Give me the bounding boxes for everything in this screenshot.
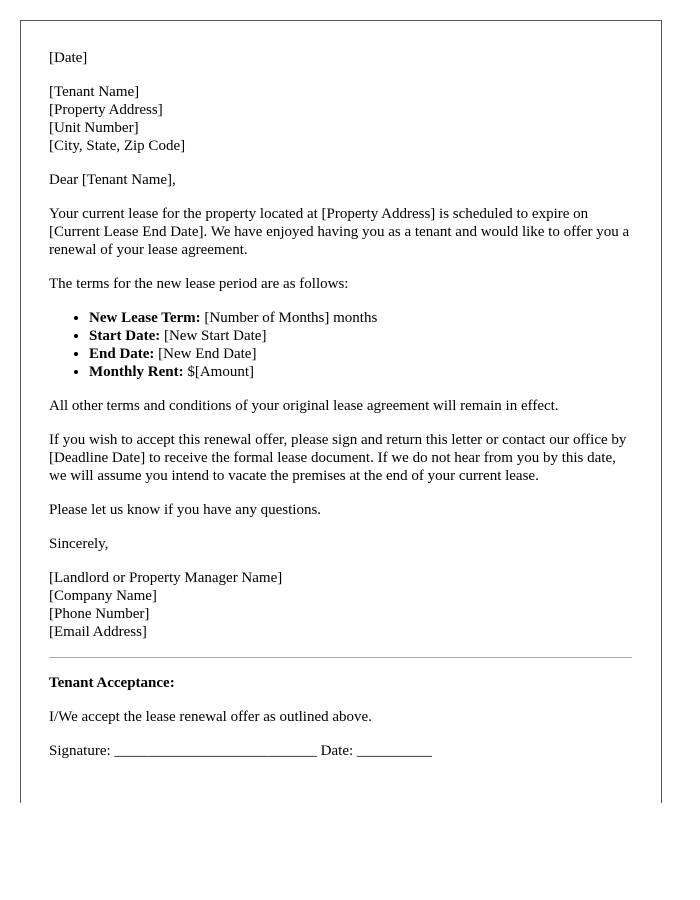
- recipient-property: [Property Address]: [49, 102, 163, 118]
- term-value: $[Amount]: [183, 364, 254, 380]
- terms-intro: The terms for the new lease period are as follows:: [49, 276, 349, 292]
- accept-instructions-paragraph: If you wish to accept this renewal offer, please sign and return this letter or contact our office by [Deadline Date] to receive the formal lease document. If we do not hear from you by this date, we will assume you intend to vacate the premises at the end of your current lease.: [49, 432, 627, 484]
- term-item: [89, 309, 632, 327]
- term-value: [Number of Months] months: [200, 310, 378, 326]
- sender-name: [Landlord or Property Manager Name]: [49, 570, 283, 586]
- acceptance-heading-text: Tenant Acceptance:: [49, 675, 175, 691]
- term-item: [89, 363, 632, 381]
- sender-email: [Email Address]: [49, 624, 147, 640]
- signature-row: [49, 742, 632, 760]
- recipient-city: [City, State, Zip Code]: [49, 138, 186, 154]
- salutation: Dear [Tenant Name],: [49, 172, 176, 188]
- term-label: Start Date:: [89, 328, 161, 344]
- acceptance-heading: [49, 674, 632, 692]
- terms-list: [49, 309, 632, 381]
- sender-block: [49, 569, 632, 641]
- term-value: [New End Date]: [154, 346, 257, 362]
- signature-line[interactable]: ___________________________: [114, 743, 317, 759]
- letter-document: [20, 20, 662, 803]
- term-label: End Date:: [89, 346, 155, 362]
- letter-date: [Date]: [49, 50, 88, 66]
- term-label: Monthly Rent:: [89, 364, 184, 380]
- date-line[interactable]: __________: [356, 743, 432, 759]
- sender-phone: [Phone Number]: [49, 606, 150, 622]
- sender-company: [Company Name]: [49, 588, 157, 604]
- divider: [49, 657, 632, 658]
- recipient-name: [Tenant Name]: [49, 84, 140, 100]
- acceptance-statement: I/We accept the lease renewal offer as outlined above.: [49, 709, 372, 725]
- recipient-address: [49, 83, 632, 155]
- intro-paragraph: Your current lease for the property located at [Property Address] is scheduled to expire on [Current Lease End Date]. We have enjoyed having you as a tenant and would like to offer you a renewal of your lease agreement.: [49, 206, 630, 258]
- closing: Sincerely,: [49, 536, 109, 552]
- term-item: [89, 345, 632, 363]
- recipient-unit: [Unit Number]: [49, 120, 139, 136]
- date-label: Date:: [320, 743, 354, 759]
- signature-label: Signature:: [49, 743, 111, 759]
- term-value: [New Start Date]: [160, 328, 267, 344]
- other-terms-paragraph: All other terms and conditions of your original lease agreement will remain in effect.: [49, 398, 559, 414]
- questions-paragraph: Please let us know if you have any questions.: [49, 502, 322, 518]
- term-label: New Lease Term:: [89, 310, 201, 326]
- term-item: [89, 327, 632, 345]
